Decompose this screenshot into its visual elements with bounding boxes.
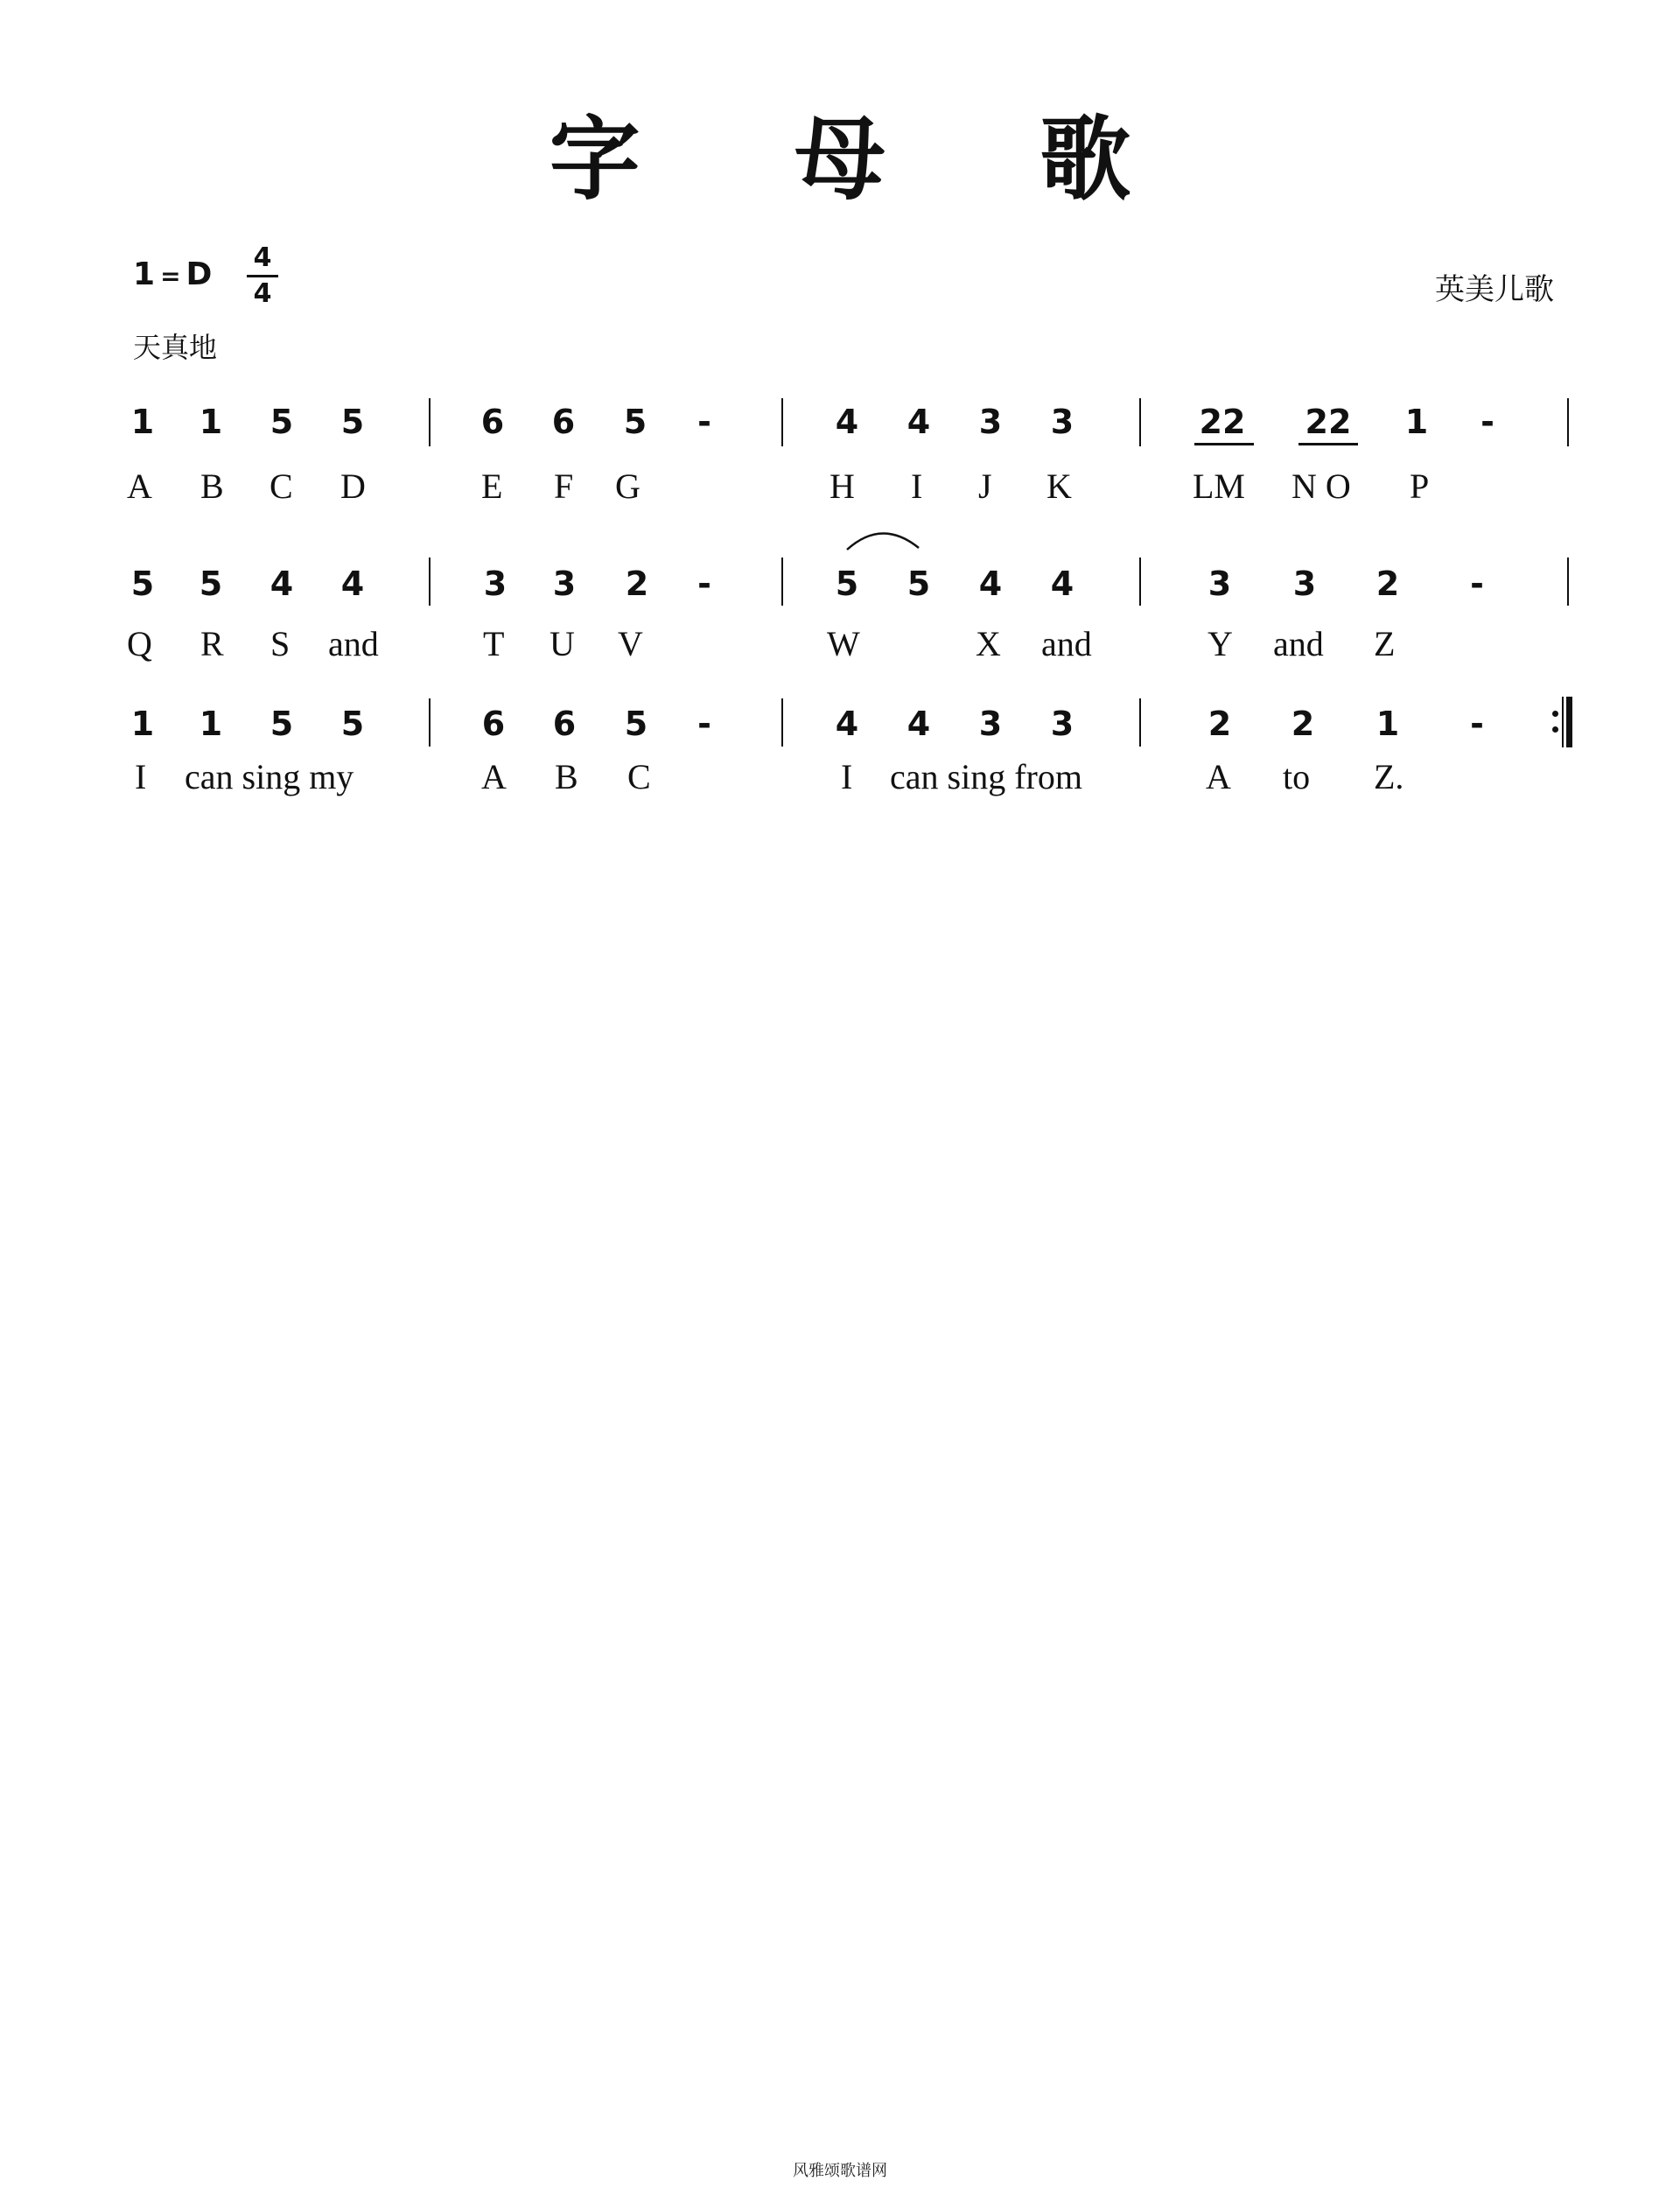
lyric: C <box>270 466 293 506</box>
lyric: P <box>1410 466 1430 506</box>
note: 4 <box>835 403 859 441</box>
lyric: S <box>270 624 290 663</box>
note: 4 <box>906 403 931 441</box>
note: 5 <box>624 705 648 743</box>
note: 3 <box>483 565 508 603</box>
lyric: A <box>1206 757 1231 796</box>
lyric: I <box>135 757 147 796</box>
note: 1 <box>199 705 223 743</box>
lyric: and <box>1041 624 1092 663</box>
key-tonic: 1 <box>133 256 156 292</box>
note: 4 <box>978 565 1003 603</box>
note: 3 <box>552 565 577 603</box>
note-pair: 22 <box>1305 403 1352 441</box>
note: 4 <box>906 705 931 743</box>
lyric: LM <box>1193 466 1245 506</box>
note: 5 <box>623 403 648 441</box>
lyric: Y <box>1208 624 1233 663</box>
note: 2 <box>1376 565 1400 603</box>
lyric: to <box>1283 757 1311 796</box>
tempo-marking: 天真地 <box>133 331 218 364</box>
lyric: B <box>555 757 578 796</box>
note: 5 <box>130 565 155 603</box>
lyric: can sing my <box>185 757 354 796</box>
lyric: C <box>627 757 651 796</box>
note: - <box>1470 565 1484 603</box>
note: 3 <box>1292 565 1317 603</box>
meter-numerator: 4 <box>253 242 272 273</box>
key-name: D <box>186 256 213 292</box>
lyric: Q <box>127 624 152 663</box>
note: - <box>1470 705 1484 743</box>
note: 5 <box>906 565 931 603</box>
meter-denominator: 4 <box>253 278 272 309</box>
note: - <box>697 403 711 441</box>
note: 6 <box>551 403 576 441</box>
lyric: and <box>328 624 379 663</box>
note: 3 <box>978 705 1003 743</box>
note: 6 <box>480 403 505 441</box>
note: 1 <box>199 403 223 441</box>
lyric: Z. <box>1374 757 1404 796</box>
lyric: I <box>841 757 853 796</box>
note: - <box>697 705 711 743</box>
lyric: K <box>1046 466 1072 506</box>
note: 2 <box>625 565 649 603</box>
note: 3 <box>1208 565 1232 603</box>
lyric: R <box>200 624 224 663</box>
note: 1 <box>1404 403 1429 441</box>
lyric: F <box>554 466 574 506</box>
note: 1 <box>130 403 155 441</box>
note: 5 <box>340 403 365 441</box>
lyric: T <box>483 624 505 663</box>
note: 1 <box>1376 705 1400 743</box>
note: 2 <box>1208 705 1232 743</box>
lyric: E <box>481 466 503 506</box>
lyric: U <box>550 624 575 663</box>
note: 1 <box>130 705 155 743</box>
note: 3 <box>1050 705 1074 743</box>
lyric: X <box>976 624 1001 663</box>
lyric: D <box>340 466 366 506</box>
lyric: B <box>200 466 224 506</box>
lyric: I <box>911 466 923 506</box>
note: 4 <box>340 565 365 603</box>
note: - <box>1480 403 1494 441</box>
note: - <box>697 565 711 603</box>
note: 4 <box>835 705 859 743</box>
note: 5 <box>270 705 294 743</box>
lyric: W <box>827 624 860 663</box>
lyric: A <box>127 466 152 506</box>
note: 5 <box>199 565 223 603</box>
key-equals: = <box>160 262 181 291</box>
composer-credit: 英美儿歌 <box>1435 272 1554 307</box>
note-pair: 22 <box>1199 403 1246 441</box>
note: 6 <box>481 705 506 743</box>
lyric: A <box>481 757 507 796</box>
note: 6 <box>552 705 577 743</box>
lyric: can sing from <box>890 757 1082 796</box>
note: 4 <box>1050 565 1074 603</box>
note: 3 <box>1050 403 1074 441</box>
note: 3 <box>978 403 1003 441</box>
lyric: and <box>1273 624 1324 663</box>
note: 5 <box>270 403 294 441</box>
lyric: G <box>615 466 640 506</box>
lyric: N O <box>1292 466 1351 506</box>
footer-source: 风雅颂歌谱网 <box>793 2162 887 2180</box>
lyric: J <box>978 466 992 506</box>
note: 4 <box>270 565 294 603</box>
lyric: Z <box>1374 624 1396 663</box>
lyric: H <box>830 466 855 506</box>
note: 2 <box>1291 705 1315 743</box>
page-title: 字 母 歌 <box>549 106 1193 213</box>
note: 5 <box>340 705 365 743</box>
lyric: V <box>618 624 643 663</box>
note: 5 <box>835 565 859 603</box>
